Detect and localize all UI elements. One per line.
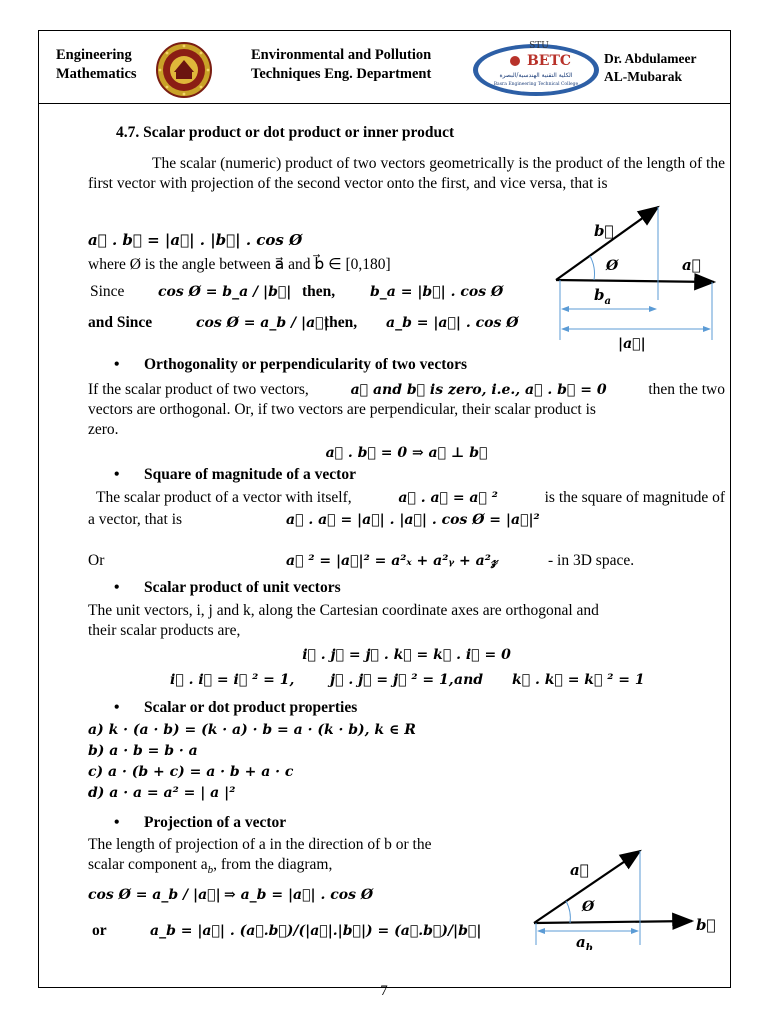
square-text1-math: a⃗ . a⃗ = a⃗ ² [398, 490, 498, 506]
header-mid-line1: Environmental and Pollution [251, 47, 432, 63]
unit-eq1-text: i⃗ . j⃗ = j⃗ . k⃗ = k⃗ . i⃗ = 0 [302, 647, 511, 663]
since2-result: a_b = |a⃗| . cos Ø [386, 315, 519, 331]
where-text: where Ø is the angle between a⃗ and b⃗ ∈ [0,180] [88, 256, 391, 273]
label-abs-a: |a⃗| [618, 336, 646, 352]
unit-eq2a: i⃗ . i⃗ = i⃗ ² = 1, [170, 672, 295, 688]
square-text1: The scalar product of a vector with itself, [96, 489, 352, 506]
since2-label-text: and Since [88, 314, 153, 331]
unit-heading: Scalar product of unit vectors [144, 579, 341, 596]
bullet-orthogonality [116, 356, 467, 374]
label-phi: Ø [606, 258, 619, 274]
header-right-line1: Dr. Abdulameer [604, 51, 697, 66]
label-ab-sub: b [585, 943, 593, 950]
square-heading: Square of magnitude of a vector [144, 466, 356, 483]
vector-b-arrow-2 [534, 921, 692, 923]
projection-para [88, 835, 508, 880]
logo-english-text: Basra Engineering Technical College [493, 82, 579, 87]
label-b-2: b⃗ [696, 916, 716, 934]
square-eq2-note: - in 3D space. [548, 552, 635, 569]
section-intro: The scalar (numeric) product of two vectors geometrically is the product of the length of the first vector with projection of the second vector onto the first, and vice versa, that is [88, 155, 725, 192]
square-eq1: a⃗ . a⃗ = |a⃗| . |a⃗| . cos Ø = |a⃗|² [286, 512, 540, 528]
label-phi-2: Ø [582, 899, 595, 915]
unit-eq1 [88, 645, 725, 665]
label-a: a⃗ [682, 256, 701, 274]
since1-label: Since [90, 283, 125, 300]
eq-dot-product-text: a⃗ . b⃗ = |a⃗| . |b⃗| . cos Ø [88, 231, 303, 249]
bullet-properties [116, 699, 357, 717]
unit-eq2c: and [454, 672, 484, 688]
label-a-2: a⃗ [570, 861, 589, 879]
header-left-line2: Mathematics [56, 66, 137, 82]
since2-label [88, 313, 152, 333]
projection-eq2-or: or [92, 922, 107, 939]
properties-list [88, 720, 725, 804]
unit-para [88, 601, 725, 641]
unit-eq2b: j⃗ . j⃗ = j⃗ ² = 1, [330, 672, 454, 688]
since1-result: b_a = |b⃗| . cos Ø [370, 284, 504, 300]
label-ab [576, 933, 593, 950]
projection-eq1b: ⇒ a_b = |a⃗| . cos Ø [224, 887, 374, 903]
university-seal-icon [156, 42, 212, 98]
vector-a-arrow [556, 280, 714, 282]
logo-main-text: BETC [526, 53, 572, 69]
orthogonality-para [88, 380, 725, 440]
unit-eq2d: k⃗ . k⃗ = k⃗ ² = 1 [512, 672, 645, 688]
square-line1 [88, 488, 725, 508]
square-line2 [88, 510, 725, 530]
projection-eq1a: cos Ø = a_b / |a⃗| [88, 887, 221, 903]
square-or: Or [88, 552, 105, 569]
label-ba [594, 286, 611, 307]
unit-text1: The unit vectors, i, j and k, along the Cartesian coordinate axes are orthogonal and [88, 602, 599, 619]
bullet-projection [116, 814, 286, 832]
projection-text1: The length of projection of a in the direction of b or the [88, 836, 432, 853]
properties-heading: Scalar or dot product properties [144, 699, 358, 716]
projection-text2-sub: b [207, 864, 214, 877]
since1-then: then, [302, 283, 336, 300]
header-right [604, 50, 697, 86]
orth-text1-math: a⃗ and b⃗ is zero, i.e., a⃗ . b⃗ = 0 [350, 382, 607, 398]
unit-text2: their scalar products are, [88, 622, 241, 639]
vector-diagram-2 [526, 845, 716, 950]
square-line3 [88, 551, 725, 571]
logo-top-text: STU [529, 41, 549, 51]
square-text2: a vector, that is [88, 511, 183, 528]
projection-eq1 [88, 885, 508, 905]
since1-cos: cos Ø = b_a / |b⃗| [158, 284, 292, 300]
eq-dot-product [88, 230, 302, 251]
label-ab-main: a [576, 933, 586, 950]
orth-text1: If the scalar product of two vectors, [88, 381, 309, 398]
projection-eq2-text: a_b = |a⃗| . (a⃗.b⃗)/(|a⃗|.|b⃗|) = (a⃗.b⃗)/|b⃗| [150, 923, 482, 939]
since2-cos: cos Ø = a_b / |a⃗| [196, 315, 329, 331]
property-a: a) k · (a · b) = (k · a) · b = a · (k · b), k ∈ R [88, 722, 416, 738]
orthogonality-line2: vectors are orthogonal. Or, if two vectors are perpendicular, their scalar product is [88, 401, 596, 418]
property-b: b) a · b = b · a [88, 743, 198, 759]
orth-text1-end: then the two [648, 381, 725, 398]
header-middle [251, 46, 431, 84]
projection-text2-end: , from the diagram, [213, 856, 333, 873]
bullet-unit [116, 579, 341, 597]
property-c: c) a · (b + c) = a · b + a · c [88, 764, 294, 780]
orthogonality-line1 [88, 380, 725, 400]
header-left-line1: Engineering [56, 47, 132, 63]
header-mid-line2: Techniques Eng. Department [251, 66, 432, 82]
logo-arabic-text: الكلية التقنية الهندسية/البصرة [499, 72, 573, 79]
college-logo-icon [471, 38, 601, 98]
projection-text2-line [88, 855, 508, 880]
label-ba-main: b [594, 286, 605, 304]
orth-eq-text: a⃗ . b⃗ = 0 ⇒ a⃗ ⊥ b⃗ [325, 445, 488, 461]
since2-then: then, [324, 314, 358, 331]
angle-arc-2 [566, 901, 570, 923]
vector-diagram-1 [546, 200, 726, 355]
where-line [88, 255, 391, 275]
square-text1-end: is the square of magnitude of [544, 489, 725, 506]
page-header [38, 30, 731, 104]
label-ba-sub: a [604, 296, 611, 307]
header-right-line2: AL-Mubarak [604, 69, 683, 84]
bullet-square [116, 466, 356, 484]
orthogonality-eq [88, 443, 725, 463]
orthogonality-line3: zero. [88, 421, 119, 438]
orthogonality-heading: Orthogonality or perpendicularity of two vectors [144, 356, 468, 373]
section-title: 4.7. Scalar product or dot product or inner product [116, 124, 455, 141]
page-number: 7 [380, 983, 388, 999]
square-eq2: a⃗ ² = |a⃗|² = a²ₓ + a²ᵧ + a²𝓏 [286, 553, 498, 569]
angle-arc [590, 256, 594, 280]
projection-text2: scalar component a [88, 856, 208, 873]
label-b: b⃗ [594, 222, 614, 240]
header-left [56, 46, 137, 84]
projection-heading: Projection of a vector [144, 814, 287, 831]
property-d: d) a · a = a² = | a |² [88, 785, 236, 801]
